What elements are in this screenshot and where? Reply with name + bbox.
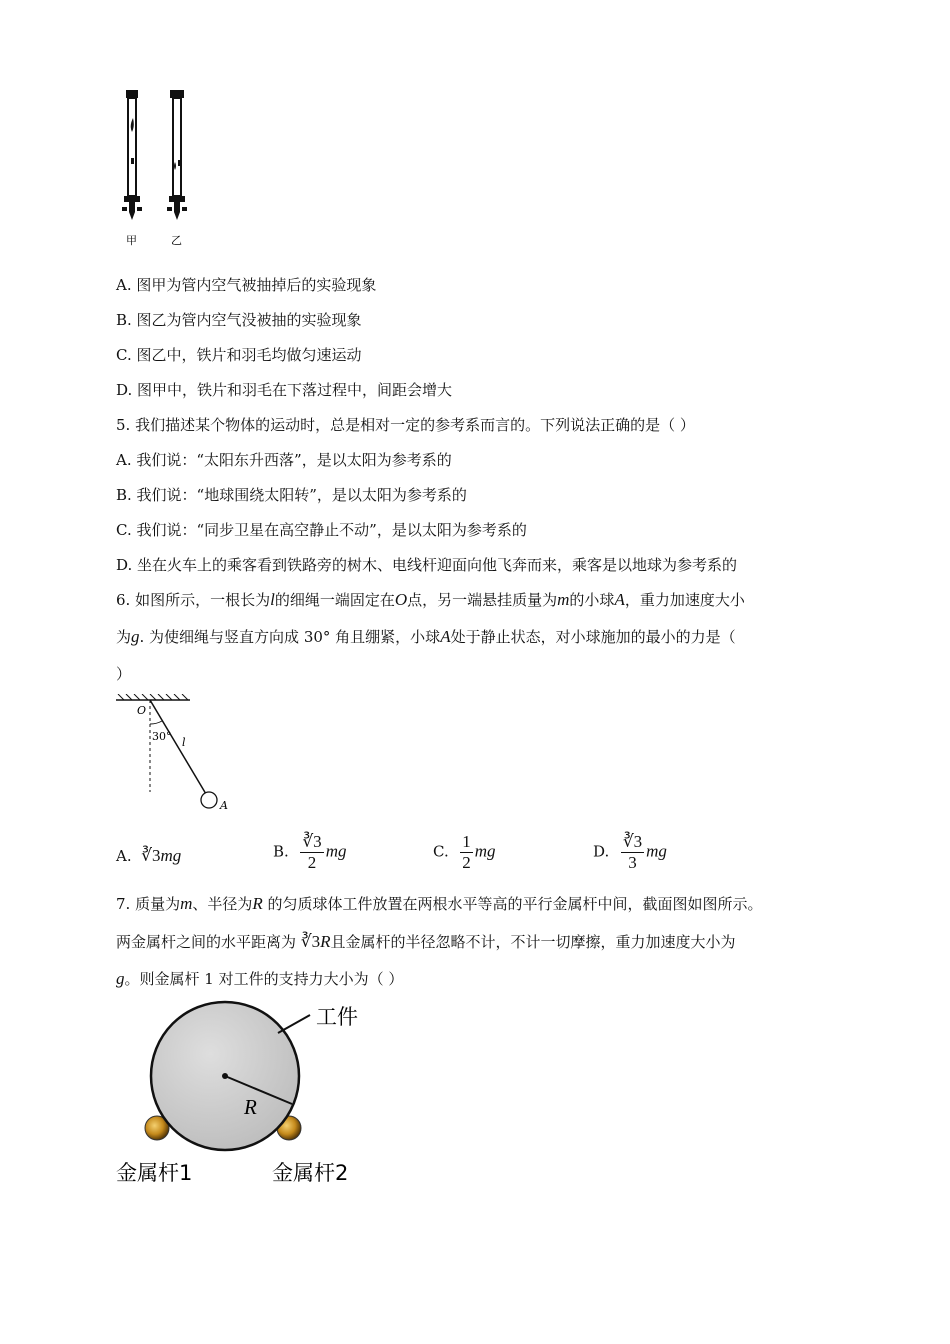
q6-stem-line2: 为g. 为使细绳与竖直方向成 30° 角且绷紧，小球A处于静止状态，对小球施加的最小的力是（ [116, 627, 736, 646]
q7-stem-line1: 7. 质量为m、半径为R 的匀质球体工件放置在两根水平等高的平行金属杆中间，截面图如图所示。 [116, 894, 763, 913]
pendulum-figure [112, 694, 242, 818]
tube-yi [167, 90, 187, 220]
pendulum-label-a: A [220, 799, 228, 812]
rod-2-label: 金属杆2 [272, 1161, 349, 1185]
workpiece-figure [110, 1000, 380, 1195]
q5-option-b: B. 我们说：“地球围绕太阳转”，是以太阳为参考系的 [116, 486, 467, 504]
q5-option-c: C. 我们说：“同步卫星在高空静止不动”，是以太阳为参考系的 [116, 521, 527, 539]
q7-stem-line3: g。则金属杆 1 对工件的支持力大小为（ ） [116, 969, 404, 988]
pendulum-label-angle: 30° [152, 730, 172, 743]
q6-stem-line1: 6. 如图所示，一根长为l的细绳一端固定在O点，另一端悬挂质量为m的小球A，重力加速度大小 [116, 590, 745, 609]
q5-option-d: D. 坐在火车上的乘客看到铁路旁的树木、电线杆迎面向他飞奔而来，乘客是以地球为参考系的 [116, 556, 738, 574]
tube-label-yi: 乙 [171, 234, 182, 247]
q4-option-d: D. 图甲中，铁片和羽毛在下落过程中，间距会增大 [116, 381, 453, 399]
pendulum-label-l: l [182, 736, 186, 749]
radius-label: R [244, 1095, 257, 1119]
q4-option-c: C. 图乙中，铁片和羽毛均做匀速运动 [116, 346, 362, 364]
workpiece-label: 工件 [316, 1005, 358, 1029]
rod-1-label: 金属杆1 [116, 1161, 193, 1185]
q7-stem-line2: 两金属杆之间的水平距离为 ∛3R且金属杆的半径忽略不计，不计一切摩擦，重力加速度大小为 [116, 932, 736, 951]
q4-option-b: B. 图乙为管内空气没被抽的实验现象 [116, 311, 362, 329]
pendulum-label-o: O [137, 704, 147, 717]
tube-jia [122, 90, 142, 220]
q6-option-d: D. $\frac{∛3}{3}$ mg [593, 832, 667, 872]
q4-option-a: A. 图甲为管内空气被抽掉后的实验现象 [116, 276, 377, 294]
tube-label-jia: 甲 [126, 234, 137, 247]
q6-option-a: A. ∛3mg [116, 846, 182, 865]
q5-stem: 5. 我们描述某个物体的运动时，总是相对一定的参考系而言的。下列说法正确的是（ ） [116, 416, 695, 434]
q6-option-b: B. $\frac{∛3}{2}$ mg [273, 832, 347, 872]
q6-option-c: C. $\frac{1}{2}$ mg [433, 832, 496, 872]
q6-stem-line3: ） [116, 665, 132, 683]
tubes-figure [112, 86, 202, 252]
q5-option-a: A. 我们说：“太阳东升西落”，是以太阳为参考系的 [116, 451, 452, 469]
